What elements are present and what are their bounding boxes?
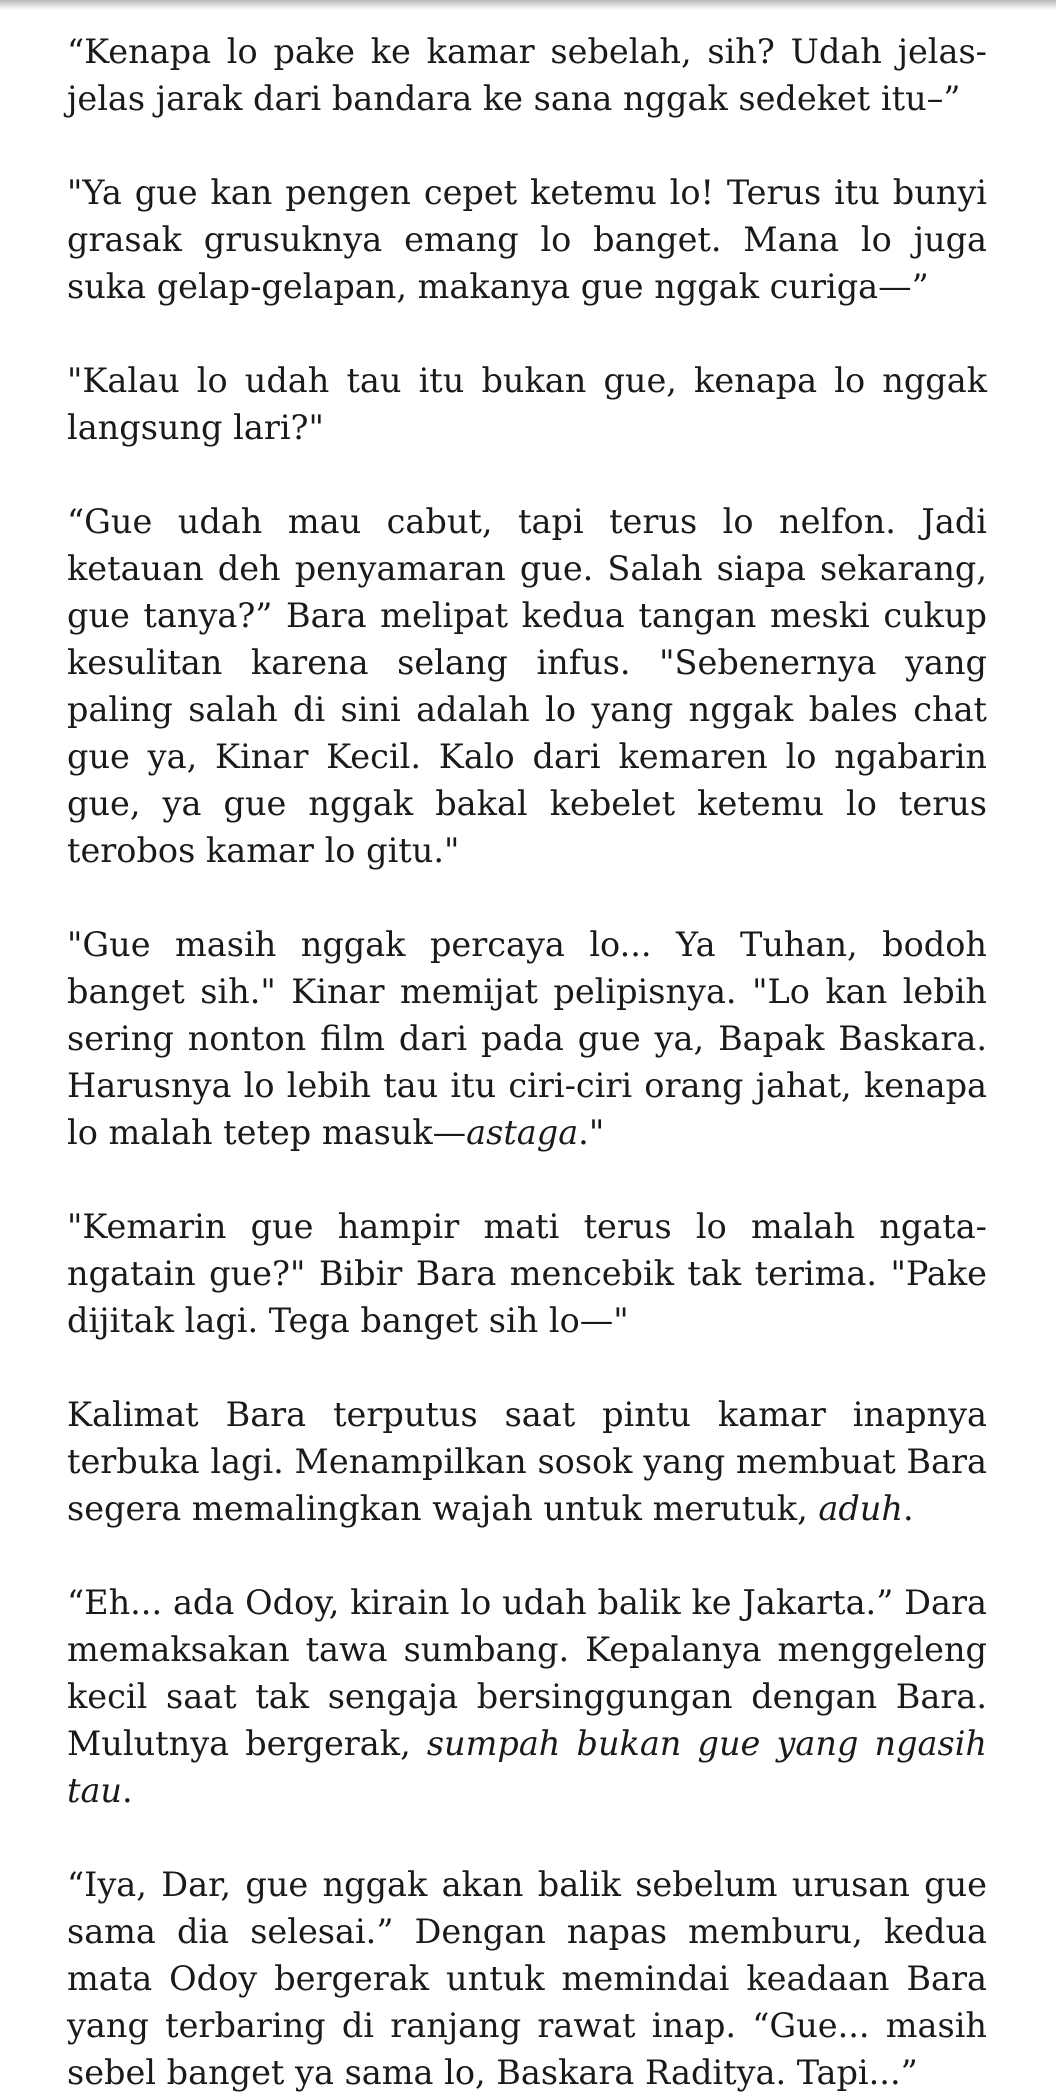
- italic-text-run: astaga: [466, 1113, 579, 1152]
- text-run: “Kenapa lo pake ke kamar sebelah, sih? Udah jelas-jelas jarak dari bandara ke sana nggak sedeket itu–”: [67, 32, 987, 118]
- paragraph: [67, 28, 987, 122]
- paragraph: [67, 498, 987, 874]
- top-edge-shadow: [0, 0, 1056, 10]
- paragraph: [67, 357, 987, 451]
- italic-text-run: aduh: [818, 1489, 903, 1528]
- paragraph: [67, 1579, 987, 1814]
- text-run: Kalimat Bara terputus saat pintu kamar inapnya terbuka lagi. Menampilkan sosok yang membuat Bara segera memalingkan wajah untuk merutuk,: [67, 1395, 987, 1528]
- text-run: "Kalau lo udah tau itu bukan gue, kenapa lo nggak langsung lari?": [67, 361, 987, 447]
- reader-text-body: [67, 28, 987, 2096]
- text-run: .": [578, 1113, 605, 1152]
- text-run: "Gue masih nggak percaya lo... Ya Tuhan, bodoh banget sih." Kinar memijat pelipisnya. "Lo kan lebih sering nonton film dari pada gue ya, Bapak Baskara. Harusnya lo lebih tau itu ciri-ciri orang jahat, kenapa lo malah tetep masuk—: [67, 925, 987, 1152]
- text-run: .: [902, 1489, 914, 1528]
- text-run: “Gue udah mau cabut, tapi terus lo nelfon. Jadi ketauan deh penyamaran gue. Salah siapa sekarang, gue tanya?” Bara melipat kedua tangan meski cukup kesulitan karena selang infus. "Sebenernya yang paling salah di sini adalah lo yang nggak bales chat gue ya, Kinar Kecil. Kalo dari kemaren lo ngabarin gue, ya gue nggak bakal kebelet ketemu lo terus terobos kamar lo gitu.": [67, 502, 987, 870]
- italic-text-run: sumpah bukan gue yang ngasih tau: [67, 1724, 988, 1810]
- text-run: “Eh... ada Odoy, kirain lo udah balik ke Jakarta.” Dara memaksakan tawa sumbang. Kepalanya menggeleng kecil saat tak sengaja bersinggungan dengan Bara. Mulutnya bergerak,: [67, 1583, 987, 1763]
- paragraph: [67, 169, 987, 310]
- text-run: "Kemarin gue hampir mati terus lo malah ngata-ngatain gue?" Bibir Bara mencebik tak terima. "Pake dijitak lagi. Tega banget sih lo—": [67, 1207, 987, 1340]
- text-run: “Iya, Dar, gue nggak akan balik sebelum urusan gue sama dia selesai.” Dengan napas memburu, kedua mata Odoy bergerak untuk memindai keadaan Bara yang terbaring di ranjang rawat inap. “Gue... masih sebel banget ya sama lo, Baskara Raditya. Tapi...”: [67, 1865, 987, 2092]
- paragraph: [67, 1391, 987, 1532]
- paragraph: [67, 921, 987, 1156]
- paragraph: [67, 1861, 987, 2096]
- paragraph: [67, 1203, 987, 1344]
- text-run: "Ya gue kan pengen cepet ketemu lo! Terus itu bunyi grasak grusuknya emang lo banget. Mana lo juga suka gelap-gelapan, makanya gue nggak curiga—”: [67, 173, 987, 306]
- text-run: .: [122, 1771, 133, 1810]
